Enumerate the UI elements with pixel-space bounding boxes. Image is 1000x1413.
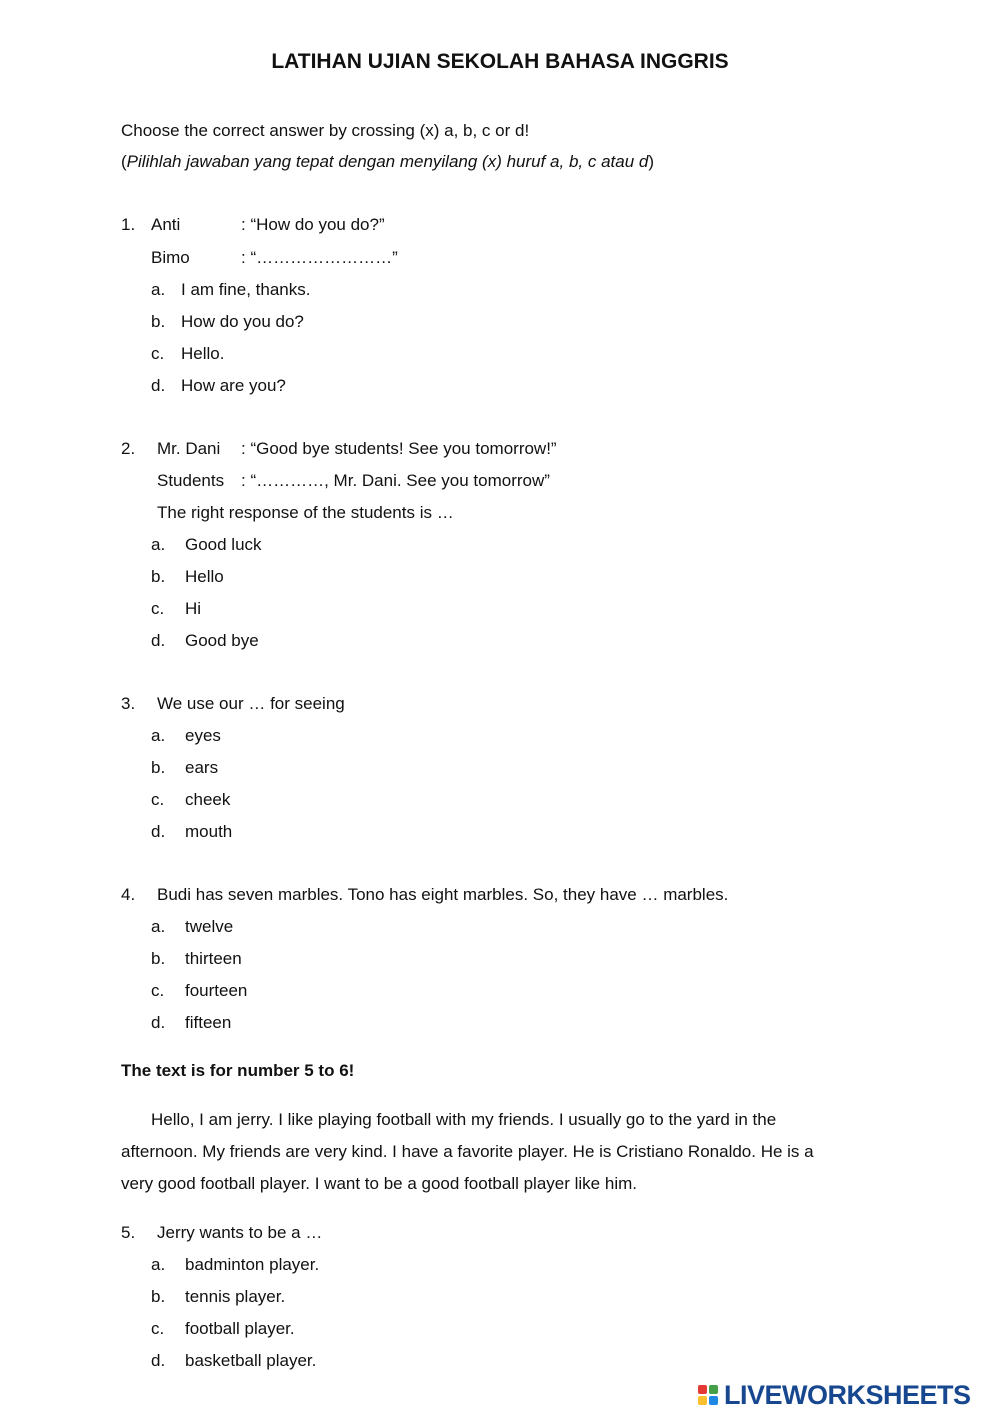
paren-close: ) xyxy=(648,152,655,171)
option-letter[interactable]: c. xyxy=(151,344,165,363)
instruction-indonesian-text: Pilihlah jawaban yang tepat dengan menyilang (x) huruf a, b, c atau d xyxy=(126,152,649,171)
option-letter[interactable]: b. xyxy=(151,567,166,586)
option-letter[interactable]: d. xyxy=(151,1351,166,1370)
option-letter[interactable]: c. xyxy=(151,599,165,618)
option-letter[interactable]: b. xyxy=(151,312,166,331)
option-letter[interactable]: a. xyxy=(151,726,166,745)
question-number: 5. xyxy=(121,1223,136,1242)
option-text[interactable]: fourteen xyxy=(185,981,248,1000)
option-letter[interactable]: d. xyxy=(151,376,166,395)
option-text[interactable]: Good luck xyxy=(185,535,262,554)
question-number: 4. xyxy=(121,885,136,904)
option-text[interactable]: mouth xyxy=(185,822,233,841)
page-title: LATIHAN UJIAN SEKOLAH BAHASA INGGRIS xyxy=(271,50,729,73)
dialog-line: : “…………, Mr. Dani. See you tomorrow” xyxy=(241,471,550,490)
option-letter[interactable]: d. xyxy=(151,822,166,841)
liveworksheets-brand[interactable] xyxy=(698,1380,994,1410)
dialog-speaker: Students xyxy=(157,471,225,490)
question-number: 2. xyxy=(121,439,136,458)
option-letter[interactable]: c. xyxy=(151,981,165,1000)
option-letter[interactable]: c. xyxy=(151,790,165,809)
question-number: 1. xyxy=(121,215,136,234)
option-text[interactable]: Hi xyxy=(185,599,202,618)
option-text[interactable]: fifteen xyxy=(185,1013,232,1032)
question-text: We use our … for seeing xyxy=(157,694,345,713)
option-letter[interactable]: a. xyxy=(151,1255,166,1274)
option-text[interactable]: I am fine, thanks. xyxy=(181,280,311,299)
option-text[interactable]: thirteen xyxy=(185,949,242,968)
option-letter[interactable]: a. xyxy=(151,280,166,299)
option-letter[interactable]: b. xyxy=(151,949,166,968)
dialog-line: : “……………………” xyxy=(241,248,398,267)
question-text: Budi has seven marbles. Tono has eight marbles. So, they have … marbles. xyxy=(157,885,729,904)
instruction-indonesian xyxy=(121,152,654,172)
option-letter[interactable]: a. xyxy=(151,535,166,554)
reading-line: Hello, I am jerry. I like playing football with my friends. I usually go to the yard in the xyxy=(151,1110,777,1129)
option-text[interactable]: eyes xyxy=(185,726,221,745)
option-letter[interactable]: d. xyxy=(151,631,166,650)
option-text[interactable]: basketball player. xyxy=(185,1351,317,1370)
reading-line: very good football player. I want to be a good football player like him. xyxy=(121,1174,637,1193)
option-text[interactable]: Hello xyxy=(185,567,224,586)
option-text[interactable]: twelve xyxy=(185,917,234,936)
option-letter[interactable]: b. xyxy=(151,758,166,777)
question-number: 3. xyxy=(121,694,136,713)
paren-open: ( xyxy=(121,152,127,171)
dialog-speaker: Mr. Dani xyxy=(157,439,221,458)
option-text[interactable]: ears xyxy=(185,758,219,777)
option-letter[interactable]: b. xyxy=(151,1287,166,1306)
dialog-speaker: Anti xyxy=(151,215,181,234)
option-text[interactable]: How are you? xyxy=(181,376,286,395)
option-letter[interactable]: d. xyxy=(151,1013,166,1032)
dialog-line: : “How do you do?” xyxy=(241,215,385,234)
dialog-speaker: Bimo xyxy=(151,248,190,267)
option-text[interactable]: cheek xyxy=(185,790,231,809)
reading-heading: The text is for number 5 to 6! xyxy=(121,1061,355,1080)
question-prompt: The right response of the students is … xyxy=(157,503,454,522)
brand-name: LIVEWORKSHEETS xyxy=(724,1380,971,1410)
reading-line: afternoon. My friends are very kind. I have a favorite player. He is Cristiano Ronaldo. He is a xyxy=(121,1142,814,1161)
option-text[interactable]: Good bye xyxy=(185,631,259,650)
option-letter[interactable]: a. xyxy=(151,917,166,936)
option-letter[interactable]: c. xyxy=(151,1319,165,1338)
question-text: Jerry wants to be a … xyxy=(157,1223,323,1242)
option-text[interactable]: football player. xyxy=(185,1319,295,1338)
liveworksheets-logo-icon xyxy=(698,1383,720,1407)
option-text[interactable]: badminton player. xyxy=(185,1255,320,1274)
option-text[interactable]: How do you do? xyxy=(181,312,304,331)
option-text[interactable]: tennis player. xyxy=(185,1287,286,1306)
option-text[interactable]: Hello. xyxy=(181,344,225,363)
dialog-line: : “Good bye students! See you tomorrow!” xyxy=(241,439,557,458)
instruction-english: Choose the correct answer by crossing (x) a, b, c or d! xyxy=(121,121,530,140)
